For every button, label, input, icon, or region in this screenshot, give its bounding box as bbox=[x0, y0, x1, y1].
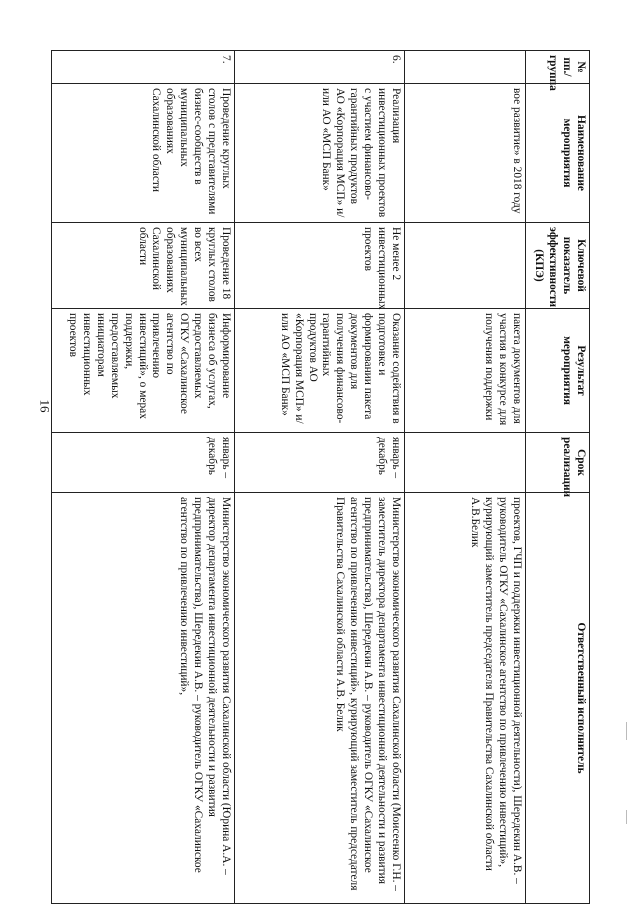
rotated-table-wrapper bbox=[52, 50, 590, 903]
table-header-row bbox=[526, 51, 590, 904]
cell-executor: Министерство экономического развития Сахалинской области (Моисеенко Г.Н. – заместитель директора департамента инвестиционной деятельности и развития предпринимательства), Шередекин А.В. – руководитель ОГКУ «Сахалинское агентство по привлечению инвестиций», курирующий заместитель председателя Правительства Сахалинской области А.В. Белик bbox=[235, 493, 405, 904]
table-row bbox=[405, 51, 526, 904]
cell-name: вое развитие» в 2018 году bbox=[405, 84, 526, 223]
cell-name: Реализация инвестиционных проектов с участием финансово-гарантийных продуктов АО «Корпорация МСП» и/или АО «МСП Банк» bbox=[235, 84, 405, 223]
header-kpi: Ключевой показатель эффективности (КПЭ) bbox=[526, 223, 590, 309]
cell-num bbox=[405, 51, 526, 84]
cell-kpi bbox=[405, 223, 526, 309]
cell-result: Информирование бизнеса об услугах, предоставляемых ОГКУ «Сахалинское агентство по привлечению инвестиций», о мерах поддержки, предоставляемых инициаторам инвестиционных проектов bbox=[52, 309, 235, 433]
cell-num: 7. bbox=[52, 51, 235, 84]
cell-kpi: Не менее 2 инвестиционных проектов bbox=[235, 223, 405, 309]
cell-executor: проектов, ГЧП и поддержки инвестиционной деятельности), Шередекин А.В. – руководитель ОГКУ «Сахалинское агентство по привлечению инвестиций», курирующий заместитель председателя Правительства Сахалинской области А.В.Белик bbox=[405, 493, 526, 904]
table-row bbox=[235, 51, 405, 904]
cell-result: пакета документов для участия в конкурсе для получения поддержки bbox=[405, 309, 526, 433]
header-name: Наименование мероприятия bbox=[526, 84, 590, 223]
table-row bbox=[52, 51, 235, 904]
cell-executor: Министерство экономического развития Сахалинской области (Юрина А.А. –директор департамента инвестиционной деятельности и развития предпринимательства), Шередекин А.В. – руководитель ОГКУ «Сахалинское агентство по привлечению инвестиций», bbox=[52, 493, 235, 904]
cell-term: январь – декабрь bbox=[52, 433, 235, 493]
page-number: 16 bbox=[37, 399, 53, 413]
header-result: Результат мероприятия bbox=[526, 309, 590, 433]
cell-term: январь – декабрь bbox=[235, 433, 405, 493]
cell-name: Проведение круглых столов с представителями бизнес-сообществ в муниципальных образованиях Сахалинской области bbox=[52, 84, 235, 223]
scan-mark bbox=[626, 722, 627, 740]
cell-result: Оказание содействия в подготовке и формировании пакета документов для получения финансово-гарантийных продуктов АО «Корпорация МСП» и/или АО «МСП Банк» bbox=[235, 309, 405, 433]
header-num: № пп./ группа bbox=[526, 51, 590, 84]
scan-mark bbox=[626, 810, 627, 824]
header-term: Срок реализации bbox=[526, 433, 590, 493]
activities-table bbox=[51, 50, 590, 904]
header-executor: Ответственный исполнитель bbox=[526, 493, 590, 904]
cell-num: 6. bbox=[235, 51, 405, 84]
cell-term bbox=[405, 433, 526, 493]
cell-kpi: Проведение 18 круглых столов во всех муниципальных образованиях Сахалинской области bbox=[52, 223, 235, 309]
